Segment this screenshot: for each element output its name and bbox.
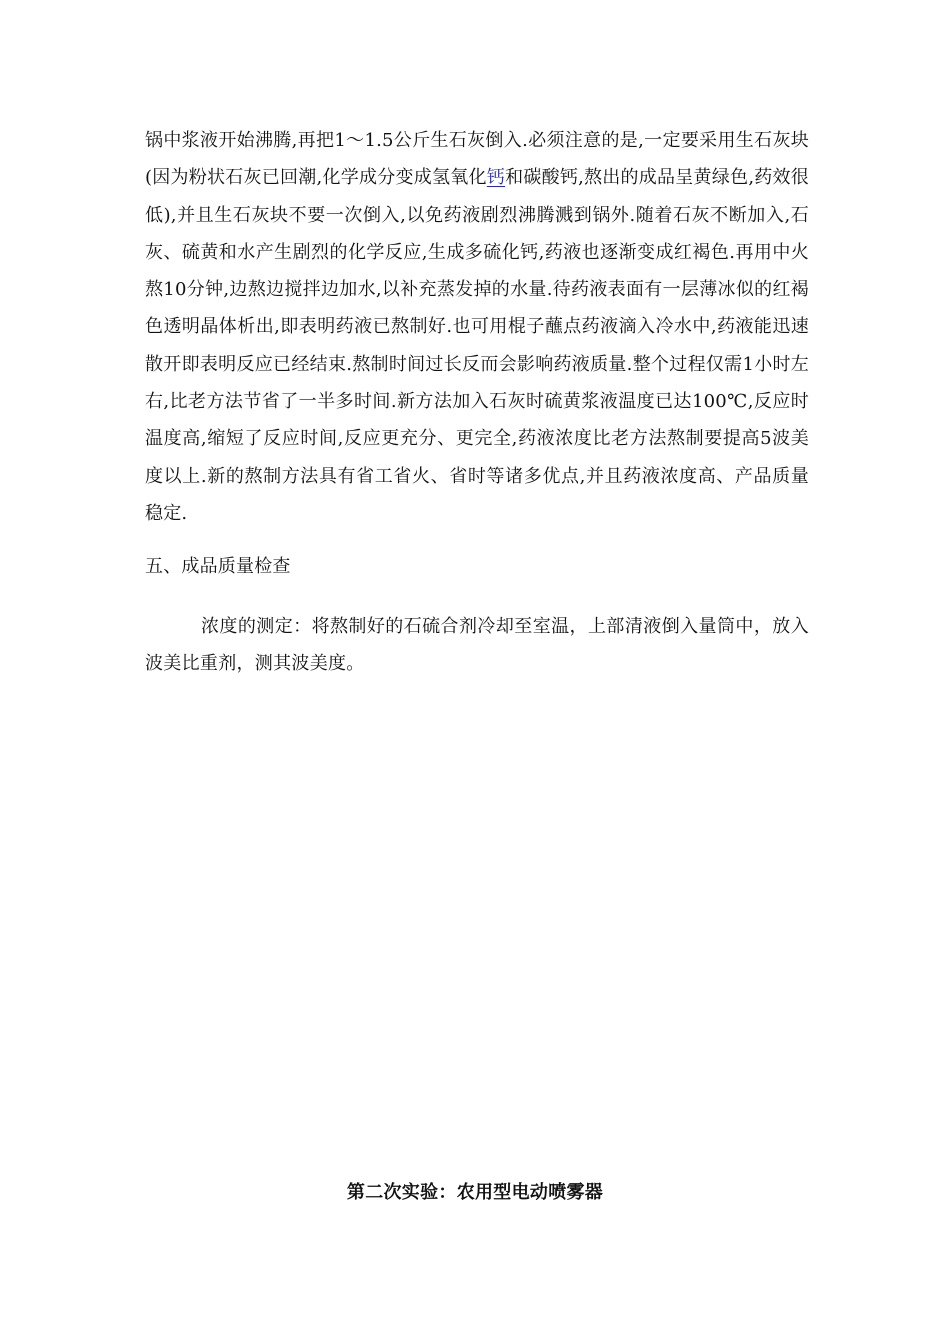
paragraph-text-start: 锅中浆液开始沸腾,再把1～1.5公斤生石灰倒入.必须注意的是,一定要采用生石灰块(因为粉状石灰已回潮,化学成分变成氢氧化 (145, 130, 809, 189)
paragraph-text-end: 和碳酸钙,熬出的成品呈黄绿色,药效很低),并且生石灰块不要一次倒入,以免药液剧烈沸腾溅到锅外.随着石灰不断加入,石灰、硫黄和水产生剧烈的化学反应,生成多硫化钙,药液也逐渐变成红褐色.再用中火熬10分钟,边熬边搅拌边加水,以补充蒸发掉的水量.待药液表面有一层薄冰似的红褐色透明晶体析出,即表明药液已熬制好.也可用棍子蘸点药液滴入冷水中,药液能迅速散开即表明反应已经结束.熬制时间过长反而会影响药液质量.整个过程仅需1小时左右,比老方法节省了一半多时间.新方法加入石灰时硫黄浆液温度已达100℃,反应时温度高,缩短了反应时间,反应更充分、更完全,药液浓度比老方法熬制要提高5波美度以上.新的熬制方法具有省工省火、省时等诸多优点,并且药液浓度高、产品质量稳定. (145, 167, 809, 524)
section-heading-quality-check: 五、成品质量检查 (145, 556, 291, 577)
body-paragraph-lime-sulfur-method (145, 122, 809, 532)
calcium-link[interactable]: 钙 (486, 167, 506, 189)
experiment-title: 第二次实验：农用型电动喷雾器 (346, 1182, 604, 1203)
body-paragraph-concentration-test: 浓度的测定：将熬制好的石硫合剂冷却至室温，上部清液倒入量筒中，放入波美比重剂，测其波美度。 (145, 616, 809, 674)
